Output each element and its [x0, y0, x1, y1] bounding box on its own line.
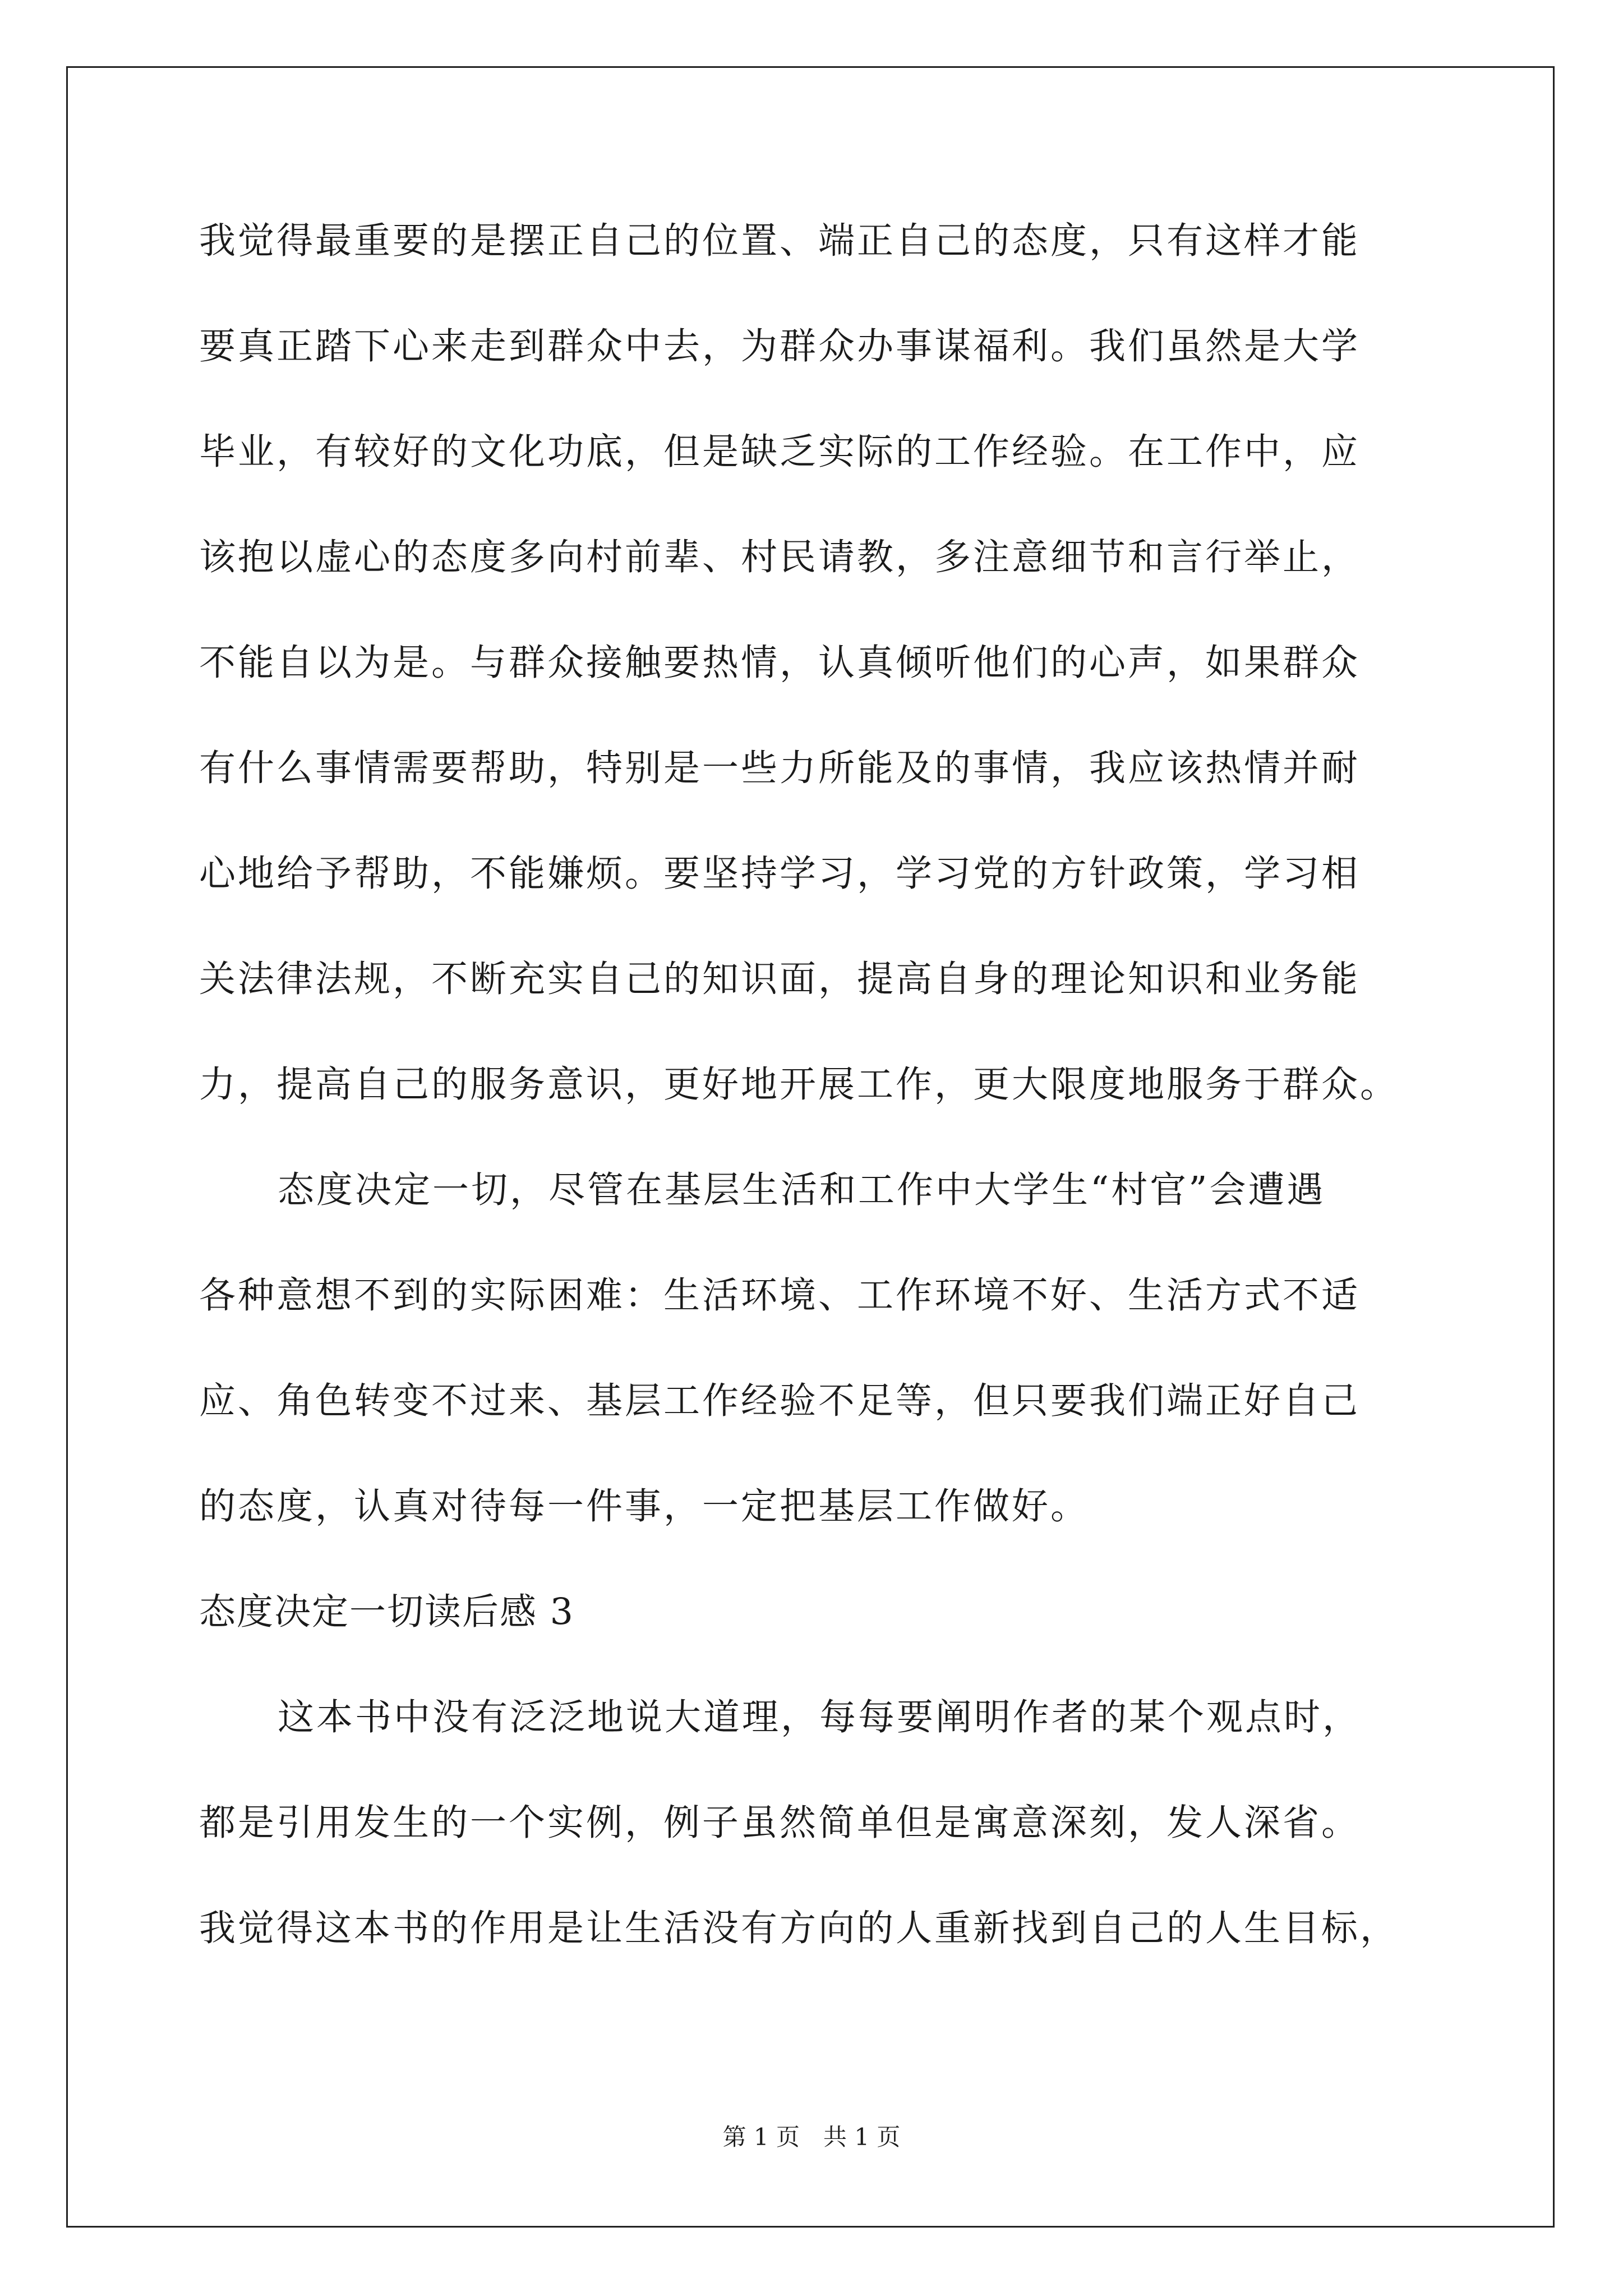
text-line: 态度决定一切，尽管在基层生活和工作中大学生“村官”会遭遇 [278, 1169, 1326, 1211]
text-line: 毕业，有较好的文化功底，但是缺乏实际的工作经验。在工作中，应 [199, 431, 1361, 473]
paragraph-3 [199, 1687, 1436, 2003]
page-footer [0, 2120, 1623, 2154]
text-line: 不能自以为是。与群众接触要热情，认真倾听他们的心声，如果群众 [199, 642, 1361, 684]
text-line: 关法律法规，不断充实自己的知识面，提高自身的理论知识和业务能 [199, 958, 1361, 1000]
text-line: 都是引用发生的一个实例，例子虽然简单但是寓意深刻，发人深省。 [199, 1802, 1361, 1844]
paragraph-2 [199, 1159, 1436, 1581]
text-line: 我觉得这本书的作用是让生活没有方向的人重新找到自己的人生目标， [199, 1907, 1399, 1949]
text-line: 的态度，认真对待每一件事，一定把基层工作做好。 [199, 1485, 1090, 1527]
text-line: 我觉得最重要的是摆正自己的位置、端正自己的态度，只有这样才能 [199, 220, 1361, 262]
section-heading: 态度决定一切读后感 3 [199, 1591, 575, 1633]
text-line: 应、角色转变不过来、基层工作经验不足等，但只要我们端正好自己 [199, 1380, 1361, 1422]
document-body [199, 210, 1436, 2003]
text-line: 各种意想不到的实际困难：生活环境、工作环境不好、生活方式不适 [199, 1274, 1361, 1317]
text-line: 心地给予帮助，不能嫌烦。要坚持学习，学习党的方针政策，学习相 [199, 853, 1361, 895]
paragraph-1 [199, 210, 1436, 1159]
text-line: 有什么事情需要帮助，特别是一些力所能及的事情，我应该热情并耐 [199, 747, 1361, 789]
text-line: 该抱以虚心的态度多向村前辈、村民请教，多注意细节和言行举止， [199, 536, 1361, 578]
text-line: 这本书中没有泛泛地说大道理，每每要阐明作者的某个观点时， [278, 1696, 1362, 1738]
text-line: 要真正踏下心来走到群众中去，为群众办事谋福利。我们虽然是大学 [199, 325, 1361, 367]
page-number-label: 第 1 页 共 1 页 [722, 2123, 901, 2151]
text-line: 力，提高自己的服务意识，更好地开展工作，更大限度地服务于群众。 [199, 1064, 1399, 1106]
